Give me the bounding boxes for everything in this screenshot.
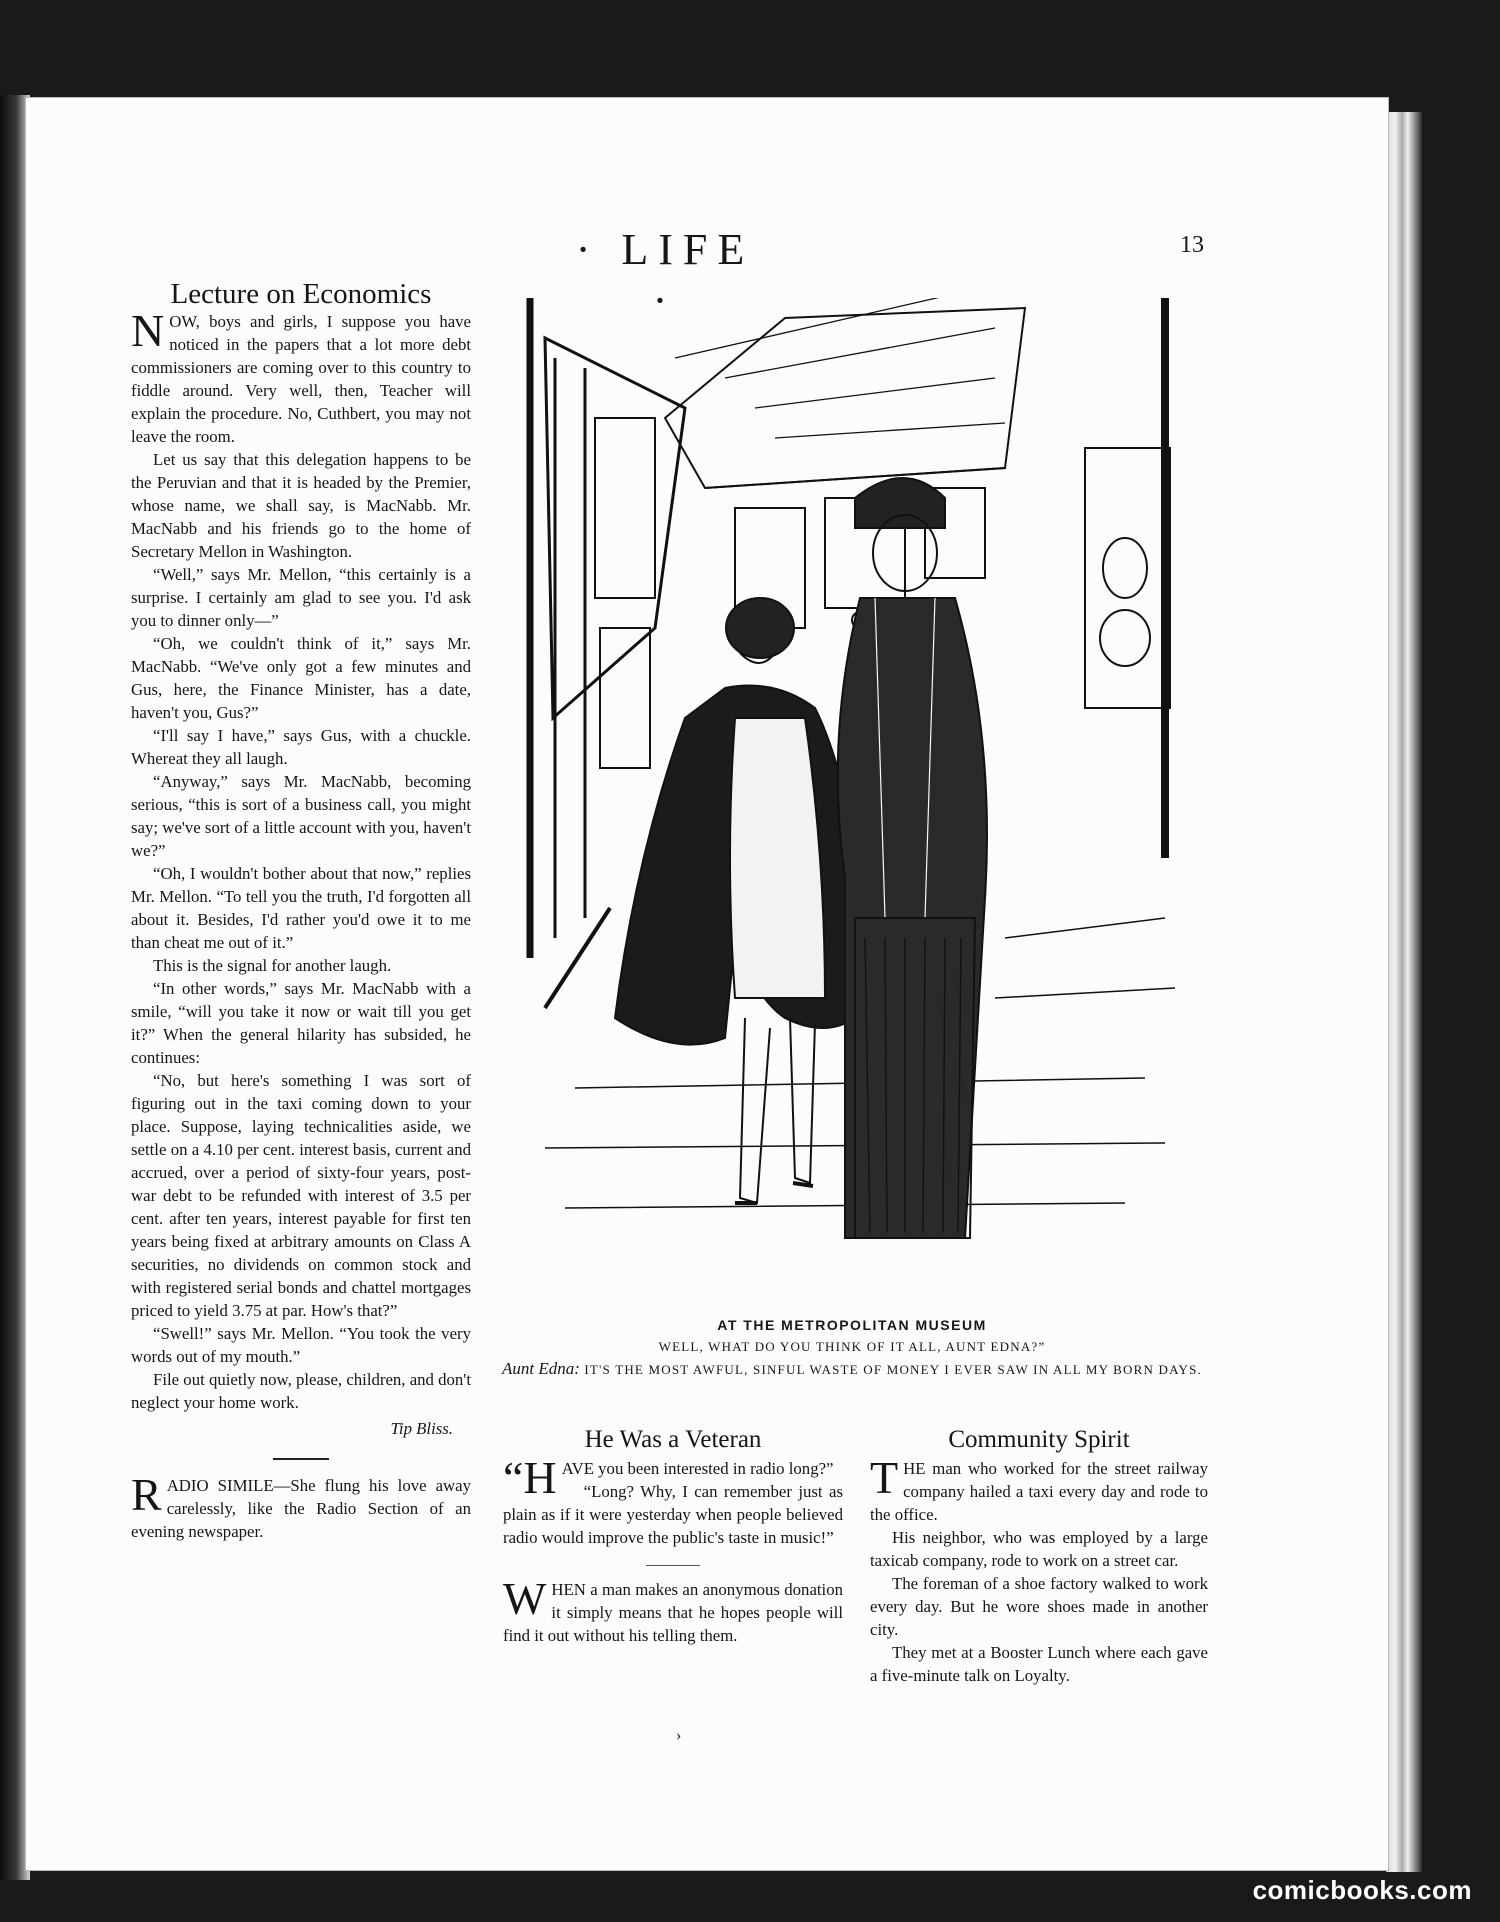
- page-number: 13: [1180, 232, 1204, 258]
- veteran-paragraph: “HAVE you been interested in radio long?”: [503, 1452, 834, 1503]
- caption-speaker: Aunt Edna:: [501, 1359, 580, 1378]
- dropcap: N: [131, 305, 165, 356]
- lecture-paragraph: “No, but here's something I was sort of figuring out in the taxi coming down to your place. Suppose, laying technicalities aside, we settle on a 4.10 per cent. interest basis, current and accrued, over a period of sixty-four years, post-war debt to be refunded with interest of 3.5 per cent. after ten years, interest payable for first ten years being fixed at arbitrary amounts on Class A securities, no dividends on common stock and with registered serial bonds and chattel mortgages priced to yield 3.75 at par. How's that?”: [131, 1071, 471, 1320]
- lecture-paragraph: Let us say that this delegation happens to be the Peruvian and that it is headed by the Premier, whose name, we shall say, is MacNabb. Mr. MacNabb and his friends go to the home of Secretary Mellon in Washington.: [131, 450, 471, 561]
- caption-line-2: Aunt Edna: IT'S THE MOST AWFUL, SINFUL WASTE OF MONEY I EVER SAW IN ALL MY BORN DAYS.: [501, 1359, 1202, 1378]
- museum-illustration: [525, 298, 1201, 1308]
- dropcap: W: [503, 1573, 547, 1624]
- radio-simile-paragraph: RADIO SIMILE—She flung his love away carelessly, like the Radio Section of an evening newspaper.: [131, 1469, 471, 1541]
- community-paragraph: The foreman of a shoe factory walked to work every day. But he wore shoes made in another city.: [870, 1574, 1208, 1639]
- veteran-paragraph: “Long? Why, I can remember just as plain as if it were yesterday when people believed radio would improve the public's taste in music!”: [503, 1482, 843, 1547]
- lecture-paragraph: NOW, boys and girls, I suppose you have noticed in the papers that a lot more debt commissioners are coming over to this country to fiddle around. Very well, then, Teacher will explain the procedure. No, Cuthbert, you may not leave the room.: [131, 305, 471, 446]
- lecture-paragraph: “Oh, we couldn't think of it,” says Mr. MacNabb. “We've only got a few minutes and Gus, here, the Finance Minister, has a date, haven't you, Gus?”: [131, 634, 471, 722]
- lecture-paragraph: “Oh, I wouldn't bother about that now,” replies Mr. Mellon. “To tell you the truth, I'd forgotten all about it. Besides, I'd rather you'd owe it to me than cheat me out of it.”: [131, 864, 471, 952]
- illustration-caption: [492, 1314, 1212, 1381]
- caption-title: AT THE METROPOLITAN MUSEUM: [717, 1317, 987, 1333]
- community-paragraph: THE man who worked for the street railway company hailed a taxi every day and rode to the office.: [870, 1452, 1208, 1524]
- section-divider: [273, 1458, 329, 1460]
- dropcap: “H: [503, 1452, 557, 1503]
- page-stack-edge: [1386, 112, 1422, 1872]
- donation-paragraph: WHEN a man makes an anonymous donation it simply means that he hopes people will find it out without his telling them.: [503, 1573, 843, 1645]
- dropcap: T: [870, 1452, 899, 1503]
- caption-line-1: WELL, WHAT DO YOU THINK OF IT ALL, AUNT EDNA?”: [658, 1339, 1046, 1354]
- ink-mark-icon: ›: [676, 1727, 682, 1744]
- author-signature: Tip Bliss.: [390, 1419, 453, 1438]
- community-paragraph: They met at a Booster Lunch where each gave a five-minute talk on Loyalty.: [870, 1643, 1208, 1685]
- lecture-paragraph: This is the signal for another laugh.: [153, 956, 392, 975]
- section-divider: [646, 1565, 700, 1566]
- community-paragraph: His neighbor, who was employed by a large taxicab company, rode to work on a street car.: [870, 1528, 1208, 1570]
- lecture-paragraph: File out quietly now, please, children, and don't neglect your home work.: [131, 1370, 471, 1412]
- lecture-title: Lecture on Economics: [170, 278, 432, 310]
- lecture-paragraph: “Well,” says Mr. Mellon, “this certainly is a surprise. I certainly am glad to see you. I'd ask you to dinner only—”: [131, 565, 471, 630]
- lecture-column: [131, 278, 471, 1543]
- community-title: Community Spirit: [948, 1426, 1130, 1453]
- veteran-column: [503, 1428, 843, 1647]
- lecture-paragraph: “Swell!” says Mr. Mellon. “You took the very words out of my mouth.”: [131, 1324, 471, 1366]
- dropcap: R: [131, 1469, 162, 1520]
- veteran-title: He Was a Veteran: [584, 1426, 762, 1453]
- community-column: [870, 1428, 1208, 1687]
- masthead-title: · LIFE ·: [575, 225, 755, 325]
- lecture-paragraph: “In other words,” says Mr. MacNabb with a smile, “will you take it now or wait till you get it?” When the general hilarity has subsided, he continues:: [131, 979, 471, 1067]
- lecture-paragraph: “I'll say I have,” says Gus, with a chuckle. Whereat they all laugh.: [131, 726, 471, 768]
- watermark-logo: comicbooks.com: [1252, 1875, 1472, 1905]
- lecture-paragraph: “Anyway,” says Mr. MacNabb, becoming serious, “this is sort of a business call, you might say; we've sort of a little account with you, haven't we?”: [131, 772, 471, 860]
